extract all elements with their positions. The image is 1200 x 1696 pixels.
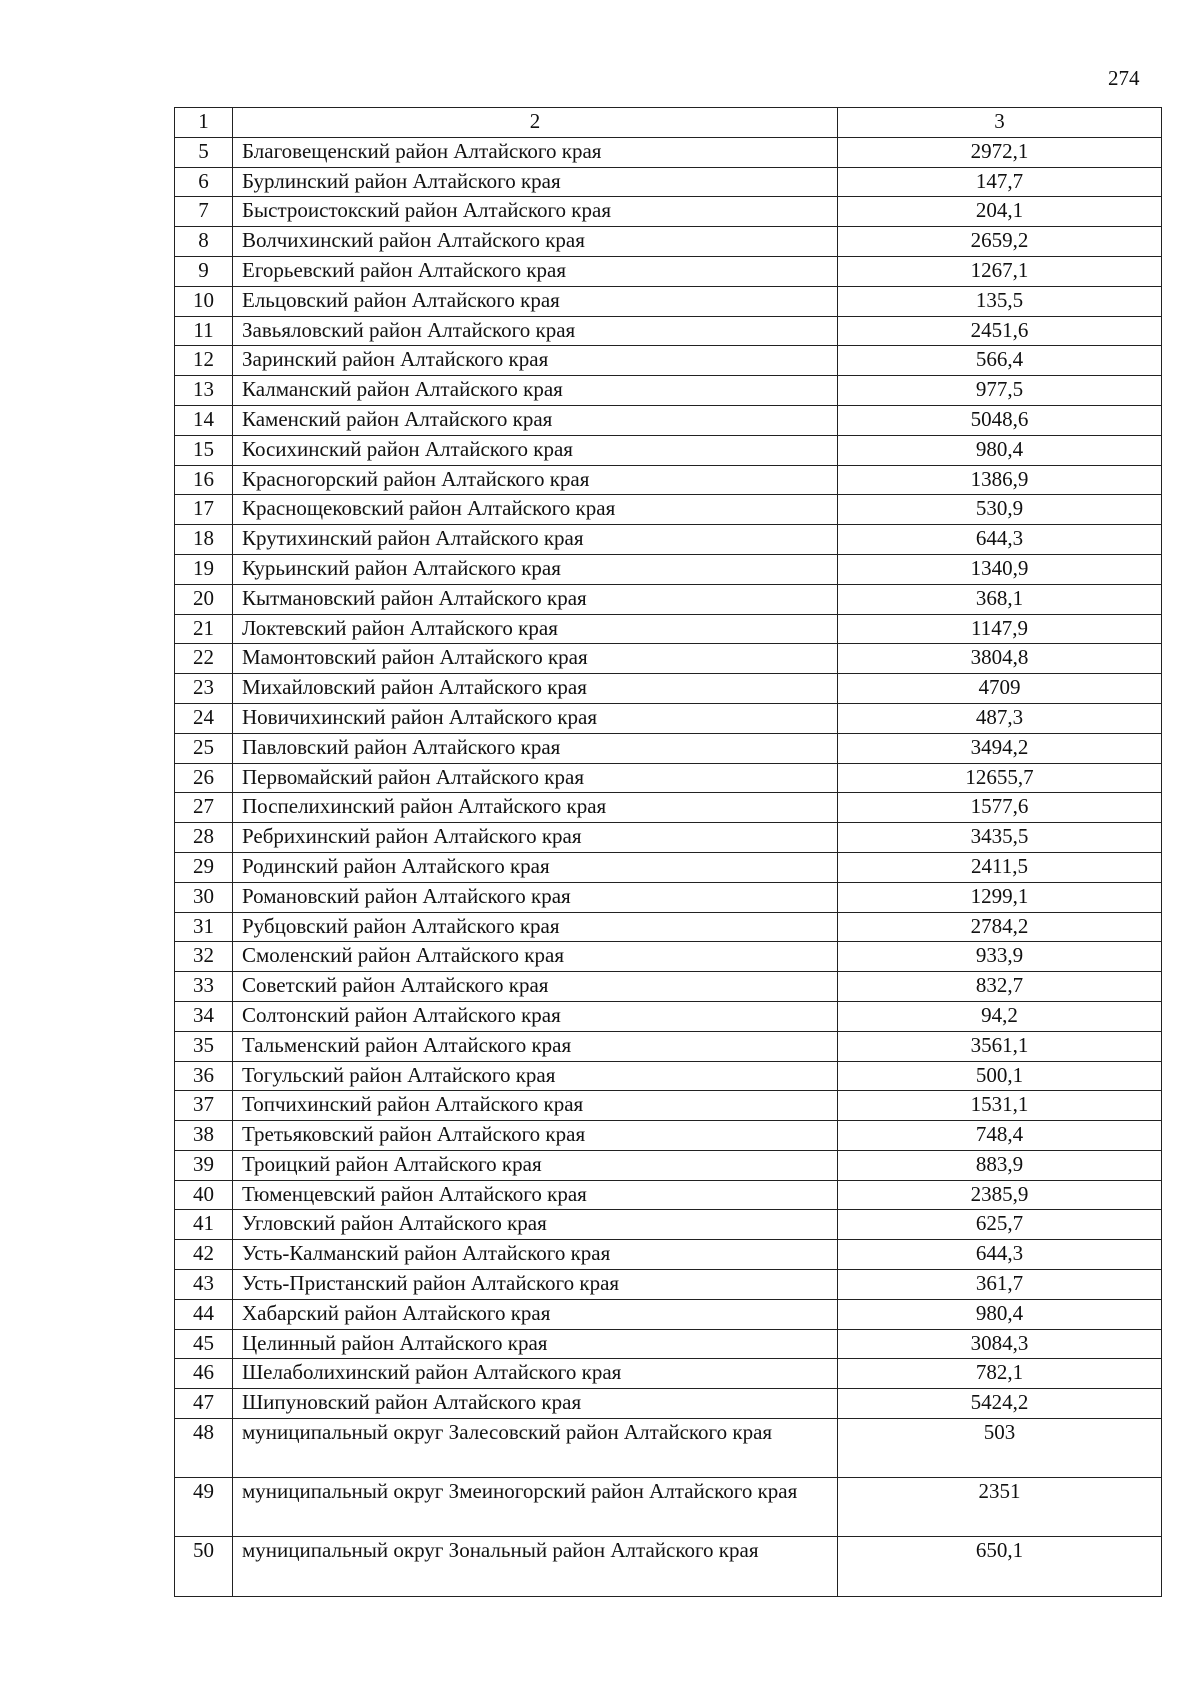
table-row xyxy=(175,882,1162,912)
row-number-cell: 25 xyxy=(175,733,233,763)
district-name-cell: Бурлинский район Алтайского края xyxy=(233,167,838,197)
row-number-cell: 40 xyxy=(175,1180,233,1210)
row-number-cell: 9 xyxy=(175,256,233,286)
district-name-cell: Каменский район Алтайского края xyxy=(233,405,838,435)
row-number-cell: 37 xyxy=(175,1091,233,1121)
district-name-cell: Рубцовский район Алтайского края xyxy=(233,912,838,942)
row-number-cell: 10 xyxy=(175,286,233,316)
district-name-cell: Солтонский район Алтайского края xyxy=(233,1001,838,1031)
value-cell: 4709 xyxy=(838,674,1162,704)
value-cell: 1299,1 xyxy=(838,882,1162,912)
table-row xyxy=(175,256,1162,286)
value-cell: 1577,6 xyxy=(838,793,1162,823)
value-cell: 3435,5 xyxy=(838,823,1162,853)
table-row xyxy=(175,912,1162,942)
value-cell: 2451,6 xyxy=(838,316,1162,346)
header-cell-number: 1 xyxy=(175,108,233,138)
row-number-cell: 34 xyxy=(175,1001,233,1031)
value-cell: 980,4 xyxy=(838,1299,1162,1329)
table-row xyxy=(175,1121,1162,1151)
value-cell: 2972,1 xyxy=(838,137,1162,167)
table-row xyxy=(175,525,1162,555)
district-name-cell: Советский район Алтайского края xyxy=(233,972,838,1002)
data-table xyxy=(174,107,1162,1597)
table-row xyxy=(175,405,1162,435)
row-number-cell: 31 xyxy=(175,912,233,942)
district-name-cell: Угловский район Алтайского края xyxy=(233,1210,838,1240)
district-name-cell: муниципальный округ Залесовский район Алтайского края xyxy=(233,1419,838,1478)
value-cell: 3494,2 xyxy=(838,733,1162,763)
district-name-cell: Поспелихинский район Алтайского края xyxy=(233,793,838,823)
value-cell: 147,7 xyxy=(838,167,1162,197)
district-name-cell: муниципальный округ Змеиногорский район Алтайского края xyxy=(233,1477,838,1536)
value-cell: 487,3 xyxy=(838,703,1162,733)
table-row xyxy=(175,1001,1162,1031)
district-name-cell: Павловский район Алтайского края xyxy=(233,733,838,763)
row-number-cell: 6 xyxy=(175,167,233,197)
district-name-cell: Первомайский район Алтайского края xyxy=(233,763,838,793)
table-row xyxy=(175,1359,1162,1389)
table-row xyxy=(175,674,1162,704)
table-row xyxy=(175,823,1162,853)
value-cell: 650,1 xyxy=(838,1536,1162,1596)
value-cell: 2784,2 xyxy=(838,912,1162,942)
row-number-cell: 50 xyxy=(175,1536,233,1596)
district-name-cell: Михайловский район Алтайского края xyxy=(233,674,838,704)
row-number-cell: 43 xyxy=(175,1270,233,1300)
row-number-cell: 47 xyxy=(175,1389,233,1419)
value-cell: 3561,1 xyxy=(838,1031,1162,1061)
district-name-cell: Кытмановский район Алтайского края xyxy=(233,584,838,614)
district-name-cell: Троицкий район Алтайского края xyxy=(233,1150,838,1180)
table-row xyxy=(175,1061,1162,1091)
table-header-row xyxy=(175,108,1162,138)
district-name-cell: Калманский район Алтайского края xyxy=(233,376,838,406)
value-cell: 530,9 xyxy=(838,495,1162,525)
row-number-cell: 11 xyxy=(175,316,233,346)
row-number-cell: 12 xyxy=(175,346,233,376)
table-row xyxy=(175,584,1162,614)
value-cell: 500,1 xyxy=(838,1061,1162,1091)
table-row xyxy=(175,972,1162,1002)
row-number-cell: 22 xyxy=(175,644,233,674)
district-name-cell: Егорьевский район Алтайского края xyxy=(233,256,838,286)
table-row xyxy=(175,167,1162,197)
district-name-cell: Усть-Пристанский район Алтайского края xyxy=(233,1270,838,1300)
district-name-cell: Ребрихинский район Алтайского края xyxy=(233,823,838,853)
table-row xyxy=(175,1329,1162,1359)
district-name-cell: Тюменцевский район Алтайского края xyxy=(233,1180,838,1210)
table-row xyxy=(175,1270,1162,1300)
district-name-cell: Тальменский район Алтайского края xyxy=(233,1031,838,1061)
row-number-cell: 15 xyxy=(175,435,233,465)
district-name-cell: Усть-Калманский район Алтайского края xyxy=(233,1240,838,1270)
table-row xyxy=(175,227,1162,257)
value-cell: 933,9 xyxy=(838,942,1162,972)
district-name-cell: Красногорский район Алтайского края xyxy=(233,465,838,495)
value-cell: 782,1 xyxy=(838,1359,1162,1389)
row-number-cell: 21 xyxy=(175,614,233,644)
district-name-cell: Завьяловский район Алтайского края xyxy=(233,316,838,346)
district-name-cell: Локтевский район Алтайского края xyxy=(233,614,838,644)
district-name-cell: Шипуновский район Алтайского края xyxy=(233,1389,838,1419)
row-number-cell: 14 xyxy=(175,405,233,435)
value-cell: 644,3 xyxy=(838,525,1162,555)
value-cell: 644,3 xyxy=(838,1240,1162,1270)
district-name-cell: Ельцовский район Алтайского края xyxy=(233,286,838,316)
table-row xyxy=(175,554,1162,584)
value-cell: 5048,6 xyxy=(838,405,1162,435)
table-row xyxy=(175,1240,1162,1270)
table-row xyxy=(175,1091,1162,1121)
district-name-cell: муниципальный округ Зональный район Алтайского края xyxy=(233,1536,838,1596)
table-row xyxy=(175,703,1162,733)
table-body xyxy=(175,108,1162,1597)
district-name-cell: Топчихинский район Алтайского края xyxy=(233,1091,838,1121)
table-row xyxy=(175,1150,1162,1180)
district-name-cell: Родинский район Алтайского края xyxy=(233,852,838,882)
value-cell: 1531,1 xyxy=(838,1091,1162,1121)
value-cell: 1340,9 xyxy=(838,554,1162,584)
value-cell: 12655,7 xyxy=(838,763,1162,793)
row-number-cell: 13 xyxy=(175,376,233,406)
header-cell-value: 3 xyxy=(838,108,1162,138)
table-row xyxy=(175,793,1162,823)
value-cell: 368,1 xyxy=(838,584,1162,614)
district-name-cell: Быстроистокский район Алтайского края xyxy=(233,197,838,227)
row-number-cell: 5 xyxy=(175,137,233,167)
table-row xyxy=(175,852,1162,882)
table-row xyxy=(175,733,1162,763)
page-number: 274 xyxy=(1108,66,1140,90)
district-name-cell: Курьинский район Алтайского края xyxy=(233,554,838,584)
table-row xyxy=(175,1031,1162,1061)
table-row xyxy=(175,495,1162,525)
row-number-cell: 42 xyxy=(175,1240,233,1270)
value-cell: 135,5 xyxy=(838,286,1162,316)
district-name-cell: Новичихинский район Алтайского края xyxy=(233,703,838,733)
row-number-cell: 23 xyxy=(175,674,233,704)
value-cell: 980,4 xyxy=(838,435,1162,465)
table-row xyxy=(175,1536,1162,1596)
table-row xyxy=(175,197,1162,227)
district-name-cell: Крутихинский район Алтайского края xyxy=(233,525,838,555)
value-cell: 2411,5 xyxy=(838,852,1162,882)
table-row xyxy=(175,1477,1162,1536)
value-cell: 2385,9 xyxy=(838,1180,1162,1210)
row-number-cell: 19 xyxy=(175,554,233,584)
value-cell: 2351 xyxy=(838,1477,1162,1536)
table-row xyxy=(175,465,1162,495)
district-name-cell: Романовский район Алтайского края xyxy=(233,882,838,912)
header-cell-name: 2 xyxy=(233,108,838,138)
value-cell: 1267,1 xyxy=(838,256,1162,286)
district-name-cell: Целинный район Алтайского края xyxy=(233,1329,838,1359)
district-name-cell: Косихинский район Алтайского края xyxy=(233,435,838,465)
value-cell: 204,1 xyxy=(838,197,1162,227)
row-number-cell: 35 xyxy=(175,1031,233,1061)
value-cell: 566,4 xyxy=(838,346,1162,376)
district-name-cell: Волчихинский район Алтайского края xyxy=(233,227,838,257)
district-name-cell: Третьяковский район Алтайского края xyxy=(233,1121,838,1151)
value-cell: 748,4 xyxy=(838,1121,1162,1151)
table-row xyxy=(175,1389,1162,1419)
table-row xyxy=(175,1210,1162,1240)
row-number-cell: 44 xyxy=(175,1299,233,1329)
table-row xyxy=(175,942,1162,972)
table-row xyxy=(175,346,1162,376)
value-cell: 1147,9 xyxy=(838,614,1162,644)
district-name-cell: Хабарский район Алтайского края xyxy=(233,1299,838,1329)
value-cell: 1386,9 xyxy=(838,465,1162,495)
table-row xyxy=(175,614,1162,644)
table-row xyxy=(175,1299,1162,1329)
row-number-cell: 33 xyxy=(175,972,233,1002)
district-name-cell: Благовещенский район Алтайского края xyxy=(233,137,838,167)
value-cell: 3804,8 xyxy=(838,644,1162,674)
table-row xyxy=(175,286,1162,316)
district-name-cell: Мамонтовский район Алтайского края xyxy=(233,644,838,674)
row-number-cell: 16 xyxy=(175,465,233,495)
district-name-cell: Тогульский район Алтайского края xyxy=(233,1061,838,1091)
row-number-cell: 29 xyxy=(175,852,233,882)
row-number-cell: 20 xyxy=(175,584,233,614)
table-row xyxy=(175,1180,1162,1210)
row-number-cell: 48 xyxy=(175,1419,233,1478)
row-number-cell: 41 xyxy=(175,1210,233,1240)
district-name-cell: Краснощековский район Алтайского края xyxy=(233,495,838,525)
row-number-cell: 36 xyxy=(175,1061,233,1091)
value-cell: 832,7 xyxy=(838,972,1162,1002)
table-row xyxy=(175,763,1162,793)
row-number-cell: 17 xyxy=(175,495,233,525)
row-number-cell: 7 xyxy=(175,197,233,227)
row-number-cell: 39 xyxy=(175,1150,233,1180)
row-number-cell: 32 xyxy=(175,942,233,972)
row-number-cell: 27 xyxy=(175,793,233,823)
row-number-cell: 46 xyxy=(175,1359,233,1389)
value-cell: 625,7 xyxy=(838,1210,1162,1240)
value-cell: 503 xyxy=(838,1419,1162,1478)
district-name-cell: Шелаболихинский район Алтайского края xyxy=(233,1359,838,1389)
value-cell: 361,7 xyxy=(838,1270,1162,1300)
row-number-cell: 8 xyxy=(175,227,233,257)
row-number-cell: 38 xyxy=(175,1121,233,1151)
table-row xyxy=(175,137,1162,167)
table-row xyxy=(175,435,1162,465)
row-number-cell: 49 xyxy=(175,1477,233,1536)
value-cell: 3084,3 xyxy=(838,1329,1162,1359)
value-cell: 2659,2 xyxy=(838,227,1162,257)
district-name-cell: Заринский район Алтайского края xyxy=(233,346,838,376)
row-number-cell: 30 xyxy=(175,882,233,912)
value-cell: 977,5 xyxy=(838,376,1162,406)
row-number-cell: 18 xyxy=(175,525,233,555)
row-number-cell: 26 xyxy=(175,763,233,793)
row-number-cell: 24 xyxy=(175,703,233,733)
value-cell: 883,9 xyxy=(838,1150,1162,1180)
table-row xyxy=(175,644,1162,674)
district-name-cell: Смоленский район Алтайского края xyxy=(233,942,838,972)
row-number-cell: 28 xyxy=(175,823,233,853)
row-number-cell: 45 xyxy=(175,1329,233,1359)
table-row xyxy=(175,1419,1162,1478)
table-row xyxy=(175,376,1162,406)
value-cell: 94,2 xyxy=(838,1001,1162,1031)
value-cell: 5424,2 xyxy=(838,1389,1162,1419)
table-row xyxy=(175,316,1162,346)
